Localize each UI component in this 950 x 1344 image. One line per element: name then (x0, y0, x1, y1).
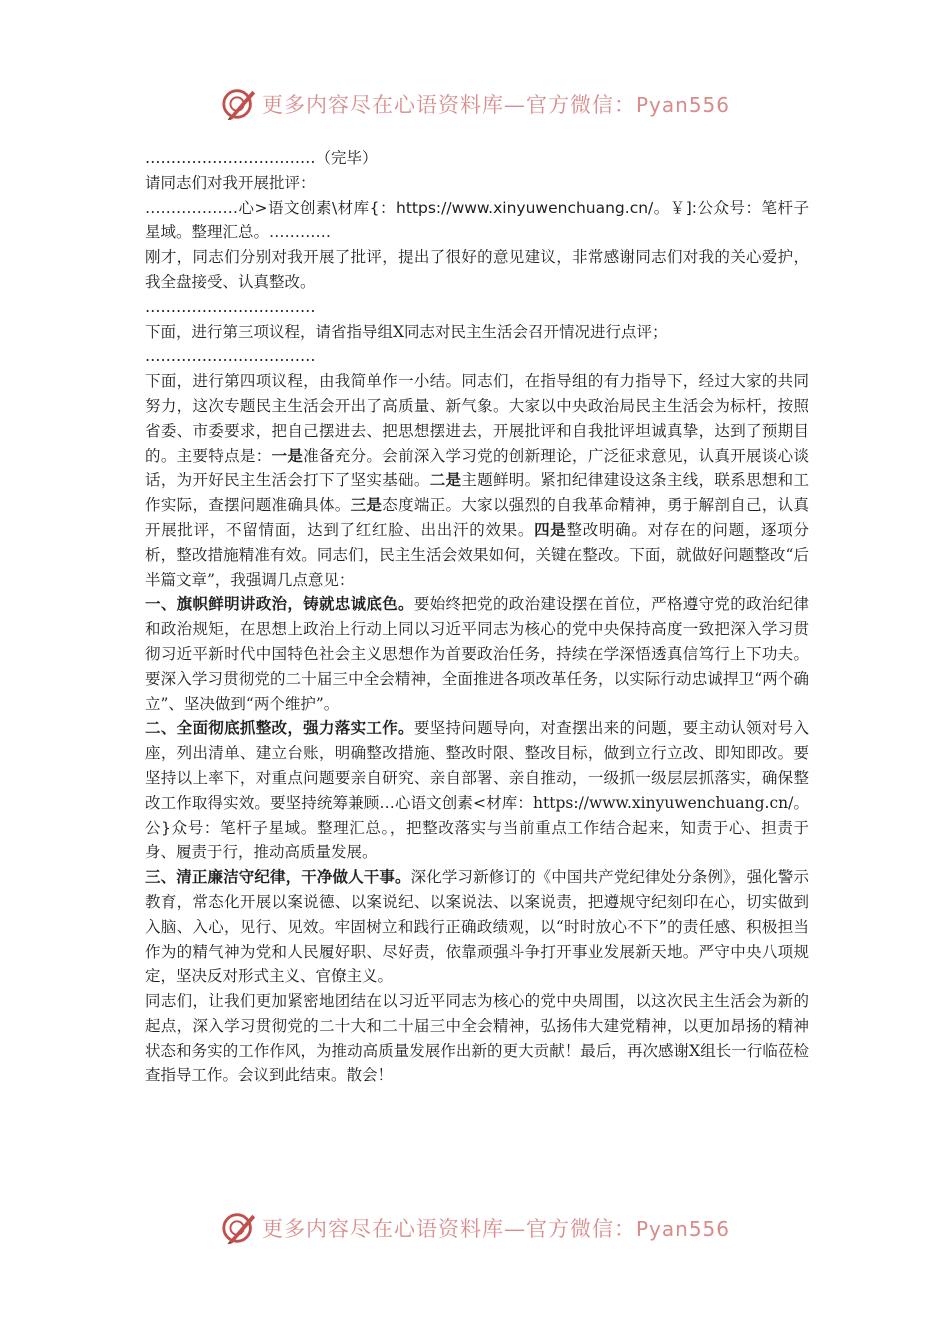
section2-paragraph (145, 716, 809, 865)
section3-paragraph (145, 865, 809, 989)
section2-text-a: 要坚持问题导向，对查摆出来的问题，要主动认领对号入座，列出清单、建立台账，明确整改措施、整改时限、整改目标，做到立行立改、即知即改。要坚持以上率下，对重点问题要亲自研究、亲自部署、亲自推动，一级抓一级层层抓落实，确保整改工作取得实效。要坚持统筹兼顾…心语文创素<材库： (145, 719, 809, 812)
summary-paragraph (145, 369, 809, 592)
section2-heading: 二、全面彻底抓整改，强力落实工作。 (145, 719, 414, 738)
section3-text: 深化学习新修订的《中国共产党纪律处分条例》，强化警示教育，常态化开展以案说德、以案说纪、以案说法、以案说责，把遵规守纪刻印在心，切实做到入脑、入心，见行、见效。牢固树立和践行正确政绩观，以“时时放心不下”的责任感、积极担当作为的精气神为党和人民履好职、尽好责，依靠顽强斗争打开事业发展新天地。严守中央八项规定，坚决反对形式主义、官僚主义。 (145, 868, 809, 986)
dots-separator-1: …………………………… (145, 297, 316, 316)
section2-text-b: 。公}众号：笔杆子星域。整理汇总。，把整改落实与当前重点工作结合起来，知责于心、担责于身、履责于行，推动高质量发展。 (145, 793, 809, 862)
footer-banner-handle: Pyan556 (635, 1217, 730, 1241)
closing-paragraph: 同志们，让我们更加紧密地团结在以习近平同志为核心的党中央周围，以这次民主生活会为新的起点，深入学习贯彻党的二十大和二十届三中全会精神，弘扬伟大建党精神，以更加昂扬的精神状态和务实的工作作风，为推动高质量发展作出新的更大贡献！最后，再次感谢X组长一行临莅检查指导工作。会议到此结束。散会！ (145, 992, 809, 1085)
section1-heading: 一、旗帜鲜明讲政治，铸就忠诚底色。 (145, 595, 414, 614)
section2-url: https://www.xinyuwenchuang.cn/ (533, 793, 794, 812)
third-agenda-item: 下面，进行第三项议程，请省指导组X同志对民主生活会召开情况进行点评； (145, 322, 668, 341)
summary-intro: 下面，进行第四项议程，由我简单作一小结。同志们，在指导组的有力指导下，经过大家的共同努力，这次专题民主生活会开出了高质量、新气象。大家以中央政治局民主生活会为标杆，按照省委、市委要求，把自己摆进去、把思想摆进去，开展批评和自我批评坦诚真挚，达到了预期目的。主要特点是： (145, 372, 809, 465)
footer-banner (0, 1206, 950, 1250)
pen-logo-icon (220, 1209, 258, 1247)
section3-heading: 三、清正廉洁守纪律，干净做人干事。 (145, 868, 411, 887)
section1-text: 要始终把党的政治建设摆在首位，严格遵守党的政治纪律和政治规矩，在思想上政治上行动上同以习近平同志为核心的党中央保持高度一致把深入学习贯彻习近平新时代中国特色社会主义思想作为首要政治任务，持续在学深悟透真信笃行上下功夫。要深入学习贯彻党的二十届三中全会精神，全面推进各项改革任务，以实际行动忠诚捍卫“两个确立”、坚决做到“两个维护”。 (145, 595, 809, 713)
point4-text: 整改明确。对存在的问题，逐项分析，整改措施精准有效。同志们，民主生活会效果如何，关键在整改。下面，就做好问题整改“后半篇文章”，我强调几点意见： (145, 520, 809, 589)
section1-paragraph (145, 592, 809, 716)
response-thanks: 刚才，同志们分别对我开展了批评，提出了很好的意见建议，非常感谢同志们对我的关心爱护，我全盘接受、认真整改。 (145, 248, 809, 291)
line-end-marker: ……………………………（完毕） (145, 149, 378, 167)
point2-label: 二是 (429, 471, 462, 490)
header-banner (0, 82, 950, 126)
footer-banner-text: 更多内容尽在心语资料库—官方微信：Pyan556 (261, 1217, 730, 1241)
request-criticism: 请同志们对我开展批评： (145, 173, 316, 192)
watermark-line-1: ………………心>语文创素\材库{：https://www.xinyuwenchuang.cn/。￥]:公众号：笔杆子星域。整理汇总。………… (145, 198, 809, 242)
point1-label: 一是 (271, 446, 304, 465)
point3-label: 三是 (350, 496, 383, 515)
document-body (145, 146, 809, 1088)
header-banner-text: 更多内容尽在心语资料库—官方微信：Pyan556 (261, 93, 730, 117)
dots-separator-2: …………………………… (145, 347, 316, 366)
header-banner-handle: Pyan556 (635, 93, 730, 117)
point3-text: 态度端正。大家以强烈的自我革命精神，勇于解剖自己，认真开展批评，不留情面，达到了红红脸、出出汗的效果。 (145, 496, 809, 539)
point2-text: 主题鲜明。紧扣纪律建设这条主线，联系思想和工作实际，查摆问题准确具体。 (145, 471, 809, 515)
pen-logo-icon (220, 85, 258, 123)
point4-label: 四是 (534, 520, 567, 539)
point1-text: 准备充分。会前深入学习党的创新理论，广泛征求意见，认真开展谈心谈话，为开好民主生活会打下了坚实基础。 (145, 446, 809, 490)
